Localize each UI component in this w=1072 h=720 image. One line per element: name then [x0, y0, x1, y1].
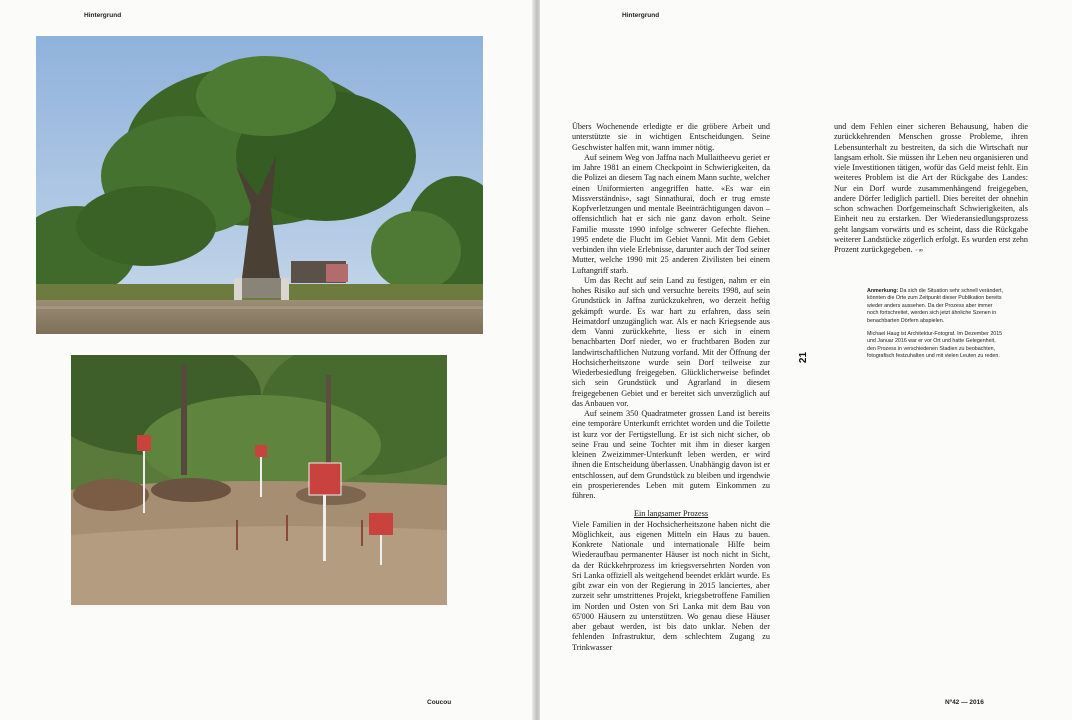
photo-tree-well — [36, 36, 483, 334]
note-annotation — [867, 288, 1005, 325]
note-author-bio: Michael Haug ist Architektur-Fotograf. Im Dezember 2015 und Januar 2016 war er vor Ort und hatte Gelegenheit, den Prozess in verschiedenen Stadien zu beobachten, fotografisch festzuhalten und mit vielen Leuten zu reden. — [867, 331, 1003, 360]
paragraph — [834, 122, 1028, 256]
running-head-right: Hintergrund — [622, 12, 660, 19]
running-head-left: Hintergrund — [84, 12, 122, 19]
paragraph-text: und dem Fehlen einer sicheren Behausung, haben die zurückkehrenden Menschen grosse Probleme, ihren Lebensunterhalt zu bestreiten, da sich die Wirtschaft nur langsam erholt. Sie müssen ihr Leben neu organisieren und viele Investitionen tätigen, wofür das Geld meist fehlt. Ein weiteres Problem ist die Art der Rückgabe des Landes: Nur ein Dorf wurde zusammenhängend freigegeben, andere Dörfer lediglich partiell. Dies bereitet der ohnehin schon schwachen Dorfgemeinschaft Schwierigkeiten, als Einheit neu zu erstarken. Der Wiederansiedlungsprozess geht langsam vorwärts und es scheint, dass die Rückgabe weiterer Landstücke zögerlich erfolgt. Es wurden erst zehn Prozent zurückgegeben. — [834, 122, 1028, 254]
paragraph: Viele Familien in der Hochsicherheitszone haben nicht die Möglichkeit, aus eigenen Mitteln ein Haus zu bauen. Konkrete Nationale und internationale Hilfe beim Wiederaufbau permanenter Häuser ist noch nicht in Sicht, da der Rückkehrprozess im kriegsversehrten Norden von Sri Lanka offiziell als weitgehend beendet erklärt wurde. Es gibt zwar ein von der Regierung in 2015 lanciertes, aber zurzeit sehr umstrittenes Projekt, kriegsbetroffene Familien im Norden und Osten von Sri Lanka mit dem Bau von 65'000 Häusern zu unterstützen. Wo genau diese Häuser aber gebaut werden, ist bis dato unklar. Neben der fehlenden Infrastruktur, dem schlechtem Zugang zu Trinkwasser — [572, 519, 770, 652]
paragraph: Auf seinem 350 Quadratmeter grossen Land ist bereits eine temporäre Unterkunft errichtet worden und die Toilette ist kurz vor der Fertigstellung. Er ist sich nicht sicher, ob seine Frau und seine Tochter mit ihm in dieser kargen kleinen Zweizimmer-Unterkunft leben werden, er wird ihnen die Entscheidung überlassen. Unabhängig davon ist er entschlossen, auf dem Grundstück zu bleiben und irgendwie ein prosperierendes Leben mit gutem Einkommen zu führen. — [572, 409, 770, 500]
author-notes — [867, 288, 1005, 367]
paragraph: Übers Wochenende erledigte er die gröbere Arbeit und unterstützte sie in wichtigen Entscheidungen. Seine Geschwister halfen mit, wann immer nötig. — [572, 122, 770, 152]
note-label: Anmerkung: — [867, 288, 899, 294]
paragraph: Auf seinem Weg von Jaffna nach Mullaitheevu geriet er im Jahre 1981 an einem Checkpoint in Schwierigkeiten, da die Polizei an diesem Tag nach einem Mann suchte, welcher einen Uniformierten angegriffen hatte. «Es war ein Missverständnis», sagt Sinnathurai, doch er trug ernste Kopfverletzungen und mentale Beeinträchtigungen davon – offensichtlich hat er sich nie ganz davon erholt. Seine Familie musste 1990 infolge schwerer Gefechte fliehen. 1995 endete die Flucht im Gebiet Vanni. Mit dem Gebiet verbinden ihn viele Erlebnisse, darunter auch der Tod seiner Mutter, welche 1990 mit 25 anderen Zivilisten bei einem Luftangriff starb. — [572, 152, 770, 275]
paragraph: Um das Recht auf sein Land zu festigen, nahm er ein hohes Risiko auf sich und versuchte bereits 1998, auf sein Grundstück in Jaffna zurückzukehren, wo derzeit heftig gekämpft wurde. Es war hart zu erfahren, dass sein Heimatdorf unzugänglich war. Als er nach Kriegsende aus dem Vanni zurückkehrte, liess er sich in einem benachbarten Dorf nieder, wo er fruchtbaren Boden zur landwirtschaftlichen Nutzung vorfand. Mit der Öffnung der Hochsicherheitszone wurde sein Dorf teilweise zur Wiederbesiedlung freigegeben. Glücklicherweise befindet sich sein Grundstück und Agrarland in diesem freigegebenen Gebiet und er bereitet sich unverzüglich auf das Anbauen vor. — [572, 275, 770, 408]
photo-mine-signs — [71, 355, 447, 605]
text-column-2 — [834, 122, 1028, 256]
page-number: 21 — [798, 351, 810, 364]
footer-right: Nº42 — 2016 — [945, 699, 984, 706]
note-text: Da sich die Situation sehr schnell verändert, könnten die Orte zum Zeitpunkt dieser Publikation bereits wieder anders aussehen. Da der Prozess aber immer noch fortschreitet, werden sich jetzt ähnliche Szenen in benachbarten Dörfern abspielen. — [867, 288, 1004, 324]
end-mark: ◦∞ — [914, 247, 924, 254]
section-heading: Ein langsamer Prozess — [633, 509, 709, 519]
text-column-1 — [572, 122, 770, 653]
footer-left: Coucou — [427, 699, 452, 706]
